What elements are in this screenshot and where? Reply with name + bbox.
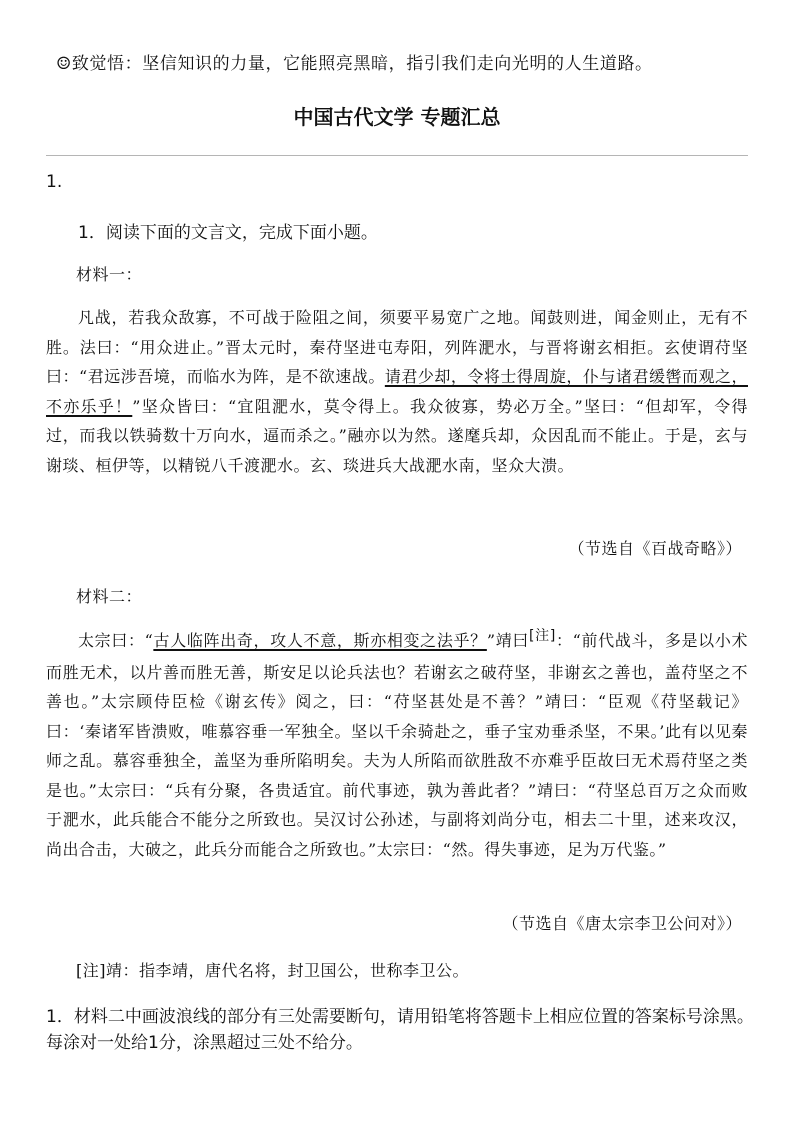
footnote: [注]靖：指李靖，唐代名将，封卫国公，世称李卫公。	[76, 961, 469, 980]
material-one-text	[46, 303, 748, 480]
material-one-source: （节选自《百战奇略》）	[568, 539, 742, 558]
question-instruction: 1．阅读下面的文言文，完成下面小题。	[78, 223, 378, 243]
divider	[46, 155, 748, 156]
material-two-text	[46, 626, 748, 864]
sub-question: 1．材料二中画波浪线的部分有三处需要断句，请用铅笔将答题卡上相应位置的答案标号涂黑。每涂对一处给1分，涂黑超过三处不给分。	[46, 1007, 754, 1053]
motto-line: ☺致觉悟：坚信知识的力量，它能照亮黑暗，指引我们走向光明的人生道路。	[56, 54, 653, 74]
material-one-text-part-b: ”坚众皆曰：“宜阻淝水，莫令得上。我众彼寡，势必万全。”坚曰：“但却军，令得过，而我以铁骑数十万向水，逼而杀之。”融亦以为然。遂麾兵却，众因乱而不能止。于是，玄与谢琰、桓伊等，以精锐八千渡淝水。玄、琰进兵大战淝水南，坚众大溃。	[46, 396, 748, 475]
material-one-underlined-sentence: 请君少却，令将士得周旋，仆与诸君缓辔而观之，不亦乐乎！	[46, 367, 748, 416]
material-one-text-part-a: 凡战，若我众敌寡，不可战于险阻之间，须要平易宽广之地。闻鼓则进，闻金则止，无有不胜。法曰：“用众进止。”晋太元时，秦苻坚进屯寿阳，列阵淝水，与晋将谢玄相拒。玄使谓苻坚曰：“君远涉吾境，而临水为阵，是不欲速战。	[46, 308, 748, 386]
material-two-text-part-b: ”靖曰	[486, 631, 530, 650]
material-two-underlined-sentence: 古人临阵出奇，攻人不意，斯亦相变之法乎？	[153, 631, 487, 650]
material-one-label: 材料一：	[76, 265, 143, 284]
question-number: 1.	[46, 172, 63, 192]
material-two-text-part-c: ：“前代战斗，多是以小术而胜无术，以片善而胜无善，斯安足以论兵法也？若谢玄之破苻坚，非谢玄之善也，盖苻坚之不善也。”太宗顾侍臣检《谢玄传》阅之，曰：“苻坚甚处是不善？”靖曰：“臣观《苻坚载记》曰：‘秦诸军皆溃败，唯慕容垂一军独全。坚以千余骑赴之，垂子宝劝垂杀坚，不果。’此有以见秦师之乱。慕容垂独全，盖坚为垂所陷明矣。夫为人所陷而欲胜敌不亦难乎臣故曰无术焉苻坚之类是也。”太宗曰：“兵有分聚，各贵适宜。前代事迹，孰为善此者？”靖曰：“苻坚总百万之众而败于淝水，此兵能合不能分之所致也。吴汉讨公孙述，与副将刘尚分屯，相去二十里，述来攻汉，尚出合击，大破之，此兵分而能合之所致也。”太宗曰：“然。得失事迹，足为万代鉴。”	[46, 631, 748, 859]
material-two-source: （节选自《唐太宗李卫公问对》）	[502, 914, 742, 933]
material-two-text-part-a: 太宗曰：“	[78, 631, 154, 650]
footnote-marker: [注]	[529, 628, 556, 644]
page-title: 中国古代文学 专题汇总	[293, 105, 501, 129]
material-two-label: 材料二：	[76, 587, 143, 606]
